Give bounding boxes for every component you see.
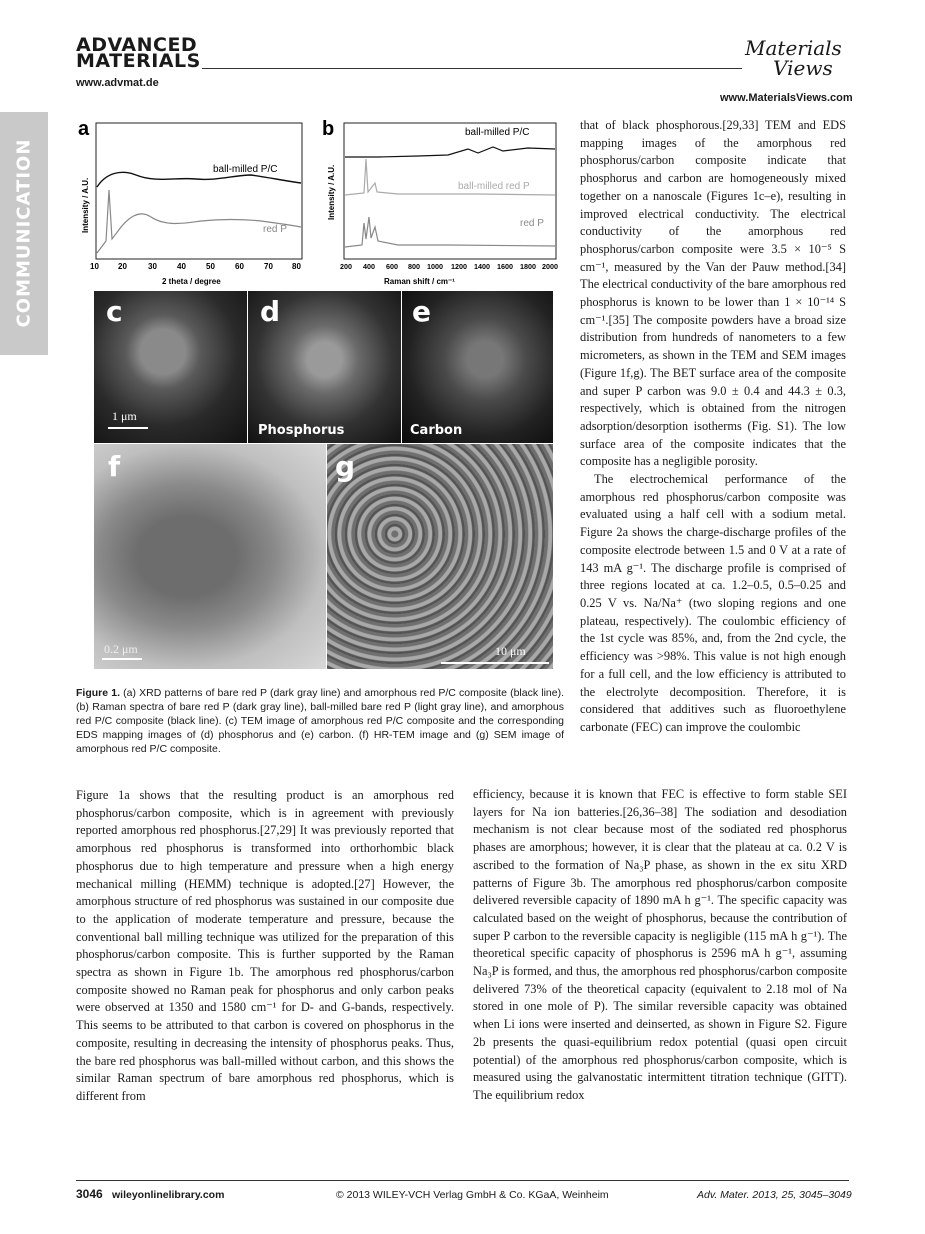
raman-xtick: 200 [340,262,352,271]
footer-journal: Adv. Mater. 2013, 25, 3045–3049 [697,1189,852,1201]
panel-b-label: b [322,118,335,140]
scale-bar-g [441,662,549,664]
journal-logo [76,34,201,72]
raman-xtick: 600 [386,262,398,271]
panel-d-caption: Phosphorus [258,423,345,438]
materialsviews-logo [745,38,842,78]
raman-xtick: 1600 [497,262,513,271]
xrd-series-label-redp: red P [263,224,287,235]
panel-d-label: d [260,295,281,328]
left-column [76,787,454,1106]
mv-logo-line-1: Materials [745,36,842,60]
xrd-xtick: 40 [177,262,186,271]
xrd-xlabel: 2 theta / degree [162,277,221,286]
scale-label-f: 0.2 μm [104,642,138,656]
raman-xtick: 2000 [542,262,558,271]
panel-e-caption: Carbon [410,423,463,438]
section-tab-label: COMMUNICATION [13,138,35,328]
mv-logo-line-2: Views [773,56,833,80]
logo-line-2: MATERIALS [76,50,201,72]
footer-rule [76,1180,849,1181]
materialsviews-url[interactable]: www.MaterialsViews.com [720,92,853,104]
raman-plot [318,115,564,290]
panel-c-label: c [106,295,123,328]
hrtem-image-f [94,444,326,669]
raman-xtick: 1200 [451,262,467,271]
panel-g-label: g [335,450,356,483]
panel-f-label: f [108,450,121,483]
panel-e-label: e [412,295,431,328]
footer-copyright: © 2013 WILEY-VCH Verlag GmbH & Co. KGaA, Weinheim [336,1189,609,1201]
xrd-plot [76,115,308,290]
xrd-xticks [90,262,301,271]
xrd-xtick: 50 [206,262,215,271]
scale-bar-c [108,427,148,429]
eds-phosphorus-d [248,291,401,443]
xrd-xtick: 60 [235,262,244,271]
right-column [580,117,846,737]
header-rule [202,68,742,69]
footer-site[interactable]: wileyonlinelibrary.com [112,1189,225,1201]
panel-a-label: a [78,118,90,140]
caption-text: (a) XRD patterns of bare red P (dark gray line) and amorphous red P/C composite (black line). (b) Raman spectra of bare red P (dark gray line), ball-milled bare red P (light gray line), and amorphous red P/C composite (black line). (c) TEM image of amorphous red P/C composite and the corresponding EDS mapping images of (d) phosphorus and (e) carbon. (f) HR-TEM image and (g) SEM image of amorphous red P/C composite. [76,687,564,755]
raman-series-pc [345,147,555,157]
middle-column-paragraph: efficiency, because it is known that FEC is effective to form stable SEI layers for Na ion batteries.[26,36–38] The sodiation and desodiation mechanism is not clear because most of the sodiated red phosphorus phases are amorphous; however, it is clear that the plateau at ca. 0.2 V is ascribed to the formation of Na₃P phase, as shown in the ex situ XRD patterns of Figure 3b. The amorphous red phosphorus/carbon composite delivered reversible capacity of 1890 mA h g⁻¹. The specific capacity was calculated based on the weight of phosphorus, because the contribution of super P carbon to the reversible capacity is negligible (115 mA h g⁻¹). The theoretical specific capacity of phosphorus is 2596 mA h g⁻¹, assuming Na₃P is formed, and thus, the amorphous red phosphorus/carbon composite delivered 73% of the theoretical capacity (equivalent to 2.18 mol of Na stored in one mole of P). The similar reversible capacity was obtained when Li ions were inserted and deinserted, as shown in Figure S2. Figure 2b presents the quasi-equilibrium redox potential (quasi open circuit potential) of the amorphous red phosphorus/carbon composite, which is measured using the galvanostatic intermittent titration technique (GITT). The equilibrium redox [473,787,847,1102]
xrd-series-gray [97,190,301,253]
eds-carbon-e [402,291,553,443]
raman-xticks [340,262,558,271]
figure-caption [76,686,564,756]
xrd-xtick: 20 [118,262,127,271]
scale-label-c: 1 μm [112,409,137,423]
scale-bar-f [102,658,142,660]
section-tab [0,112,48,355]
xrd-xtick: 10 [90,262,99,271]
journal-url[interactable]: www.advmat.de [76,77,159,89]
xrd-xtick: 30 [148,262,157,271]
raman-xtick: 1800 [520,262,536,271]
sem-image-g [327,444,553,669]
raman-series-label-pc: ball-milled P/C [465,127,530,138]
tem-image-c [94,291,247,443]
raman-ylabel: Intensity / A.U. [327,164,336,220]
xrd-xtick: 70 [264,262,273,271]
right-column-paragraph-2: The electrochemical performance of the amorphous red phosphorus/carbon composite was evaluated using a half cell with a sodium metal. Figure 2a shows the charge-discharge profiles of the composite electrode between 1.5 and 0 V at a rate of 143 mA g⁻¹. The discharge profile is comprised of three regions located at ca. 1.2–0.5, 0.5–0.25 and 0.25 V vs. Na/Na⁺ (two sloping regions and one plateau, respectively). The coulombic efficiency of the 1st cycle was 85%, and, from the 2nd cycle, the efficiency was >98%. This value is not high enough for a full cell, and the low efficiency is attributed to the electrolyte decomposition. Therefore, it is considered that additives such as fluoroethylene carbonate (FEC) can improve the coulombic [580,472,846,734]
raman-xlabel: Raman shift / cm⁻¹ [384,277,455,286]
raman-xtick: 1000 [427,262,443,271]
xrd-ylabel: Intensity / A.U. [81,177,90,233]
caption-title: Figure 1. [76,687,121,699]
raman-xtick: 1400 [474,262,490,271]
xrd-series-label-pc: ball-milled P/C [213,164,278,175]
page-number: 3046 [76,1187,103,1201]
scale-label-g: 10 μm [495,644,526,658]
logo-line-1: ADVANCED [76,34,198,56]
raman-series-label-redp: red P [520,218,544,229]
middle-column [473,786,847,1105]
left-column-paragraph: Figure 1a shows that the resulting product is an amorphous red phosphorus/carbon composite, which is in agreement with previously reported amorphous red phosphorus.[27,29] It was previously reported that amorphous red phosphorus is transformed into orthorhombic black phosphorus due to high temperature and pressure when a high energy mechanical milling (HEMM) technique is adopted.[27] However, the amorphous structure of red phosphorus was sustained in our composite due to the application of moderate temperature and pressure, because the conventional ball milling technique was utilized for the preparation of this phosphorus/carbon composite. This is further supported by the Raman spectra as shown in Figure 1b. The amorphous red phosphorus/carbon composite showed no Raman peak for phosphorus and only carbon peaks were observed at 1350 and 1580 cm⁻¹ for D- and G-bands, respectively. This seems to be attributed to that carbon is covered on phosphorus in the composite, resulting in decreasing the intensity of phosphorus peaks. Thus, the bare red phosphorus was ball-milled without carbon, and this shows the similar Raman spectrum of bare amorphous red phosphorus, which is different from [76,788,454,1103]
xrd-xtick: 80 [292,262,301,271]
right-column-paragraph-1: that of black phosphorous.[29,33] TEM and EDS mapping images of the amorphous red phosphorus/carbon composite indicate that phosphorus and carbon are homogeneously mixed together on a nanoscale (Figures 1c–e), resulting in improved electrical conductivity. The electrical conductivity of the amorphous red phosphorus/carbon composite were 3.5 × 10⁻⁵ S cm⁻¹, measured by the Van der Pauw method.[34] The electrical conductivity of the bare amorphous red phosphorus is known to be lower than 1 × 10⁻¹⁴ S cm⁻¹.[35] The composite powders have a broad size distribution from hundreds of nanometers to a few micrometers, as shown in the TEM and SEM images (Figure 1f,g). The BET surface area of the composite and super P carbon was 9.0 ± 0.4 and 44.3 ± 0.3, respectively, which is obtained from the nitrogen adsorption/desorption isotherms (Fig. S1). The low surface area of the composite indicates that the composite has a negligible porosity. [580,118,846,469]
raman-series-label-bm-redp: ball-milled red P [458,181,530,192]
raman-xtick: 800 [408,262,420,271]
xrd-frame [96,123,302,259]
raman-xtick: 400 [363,262,375,271]
